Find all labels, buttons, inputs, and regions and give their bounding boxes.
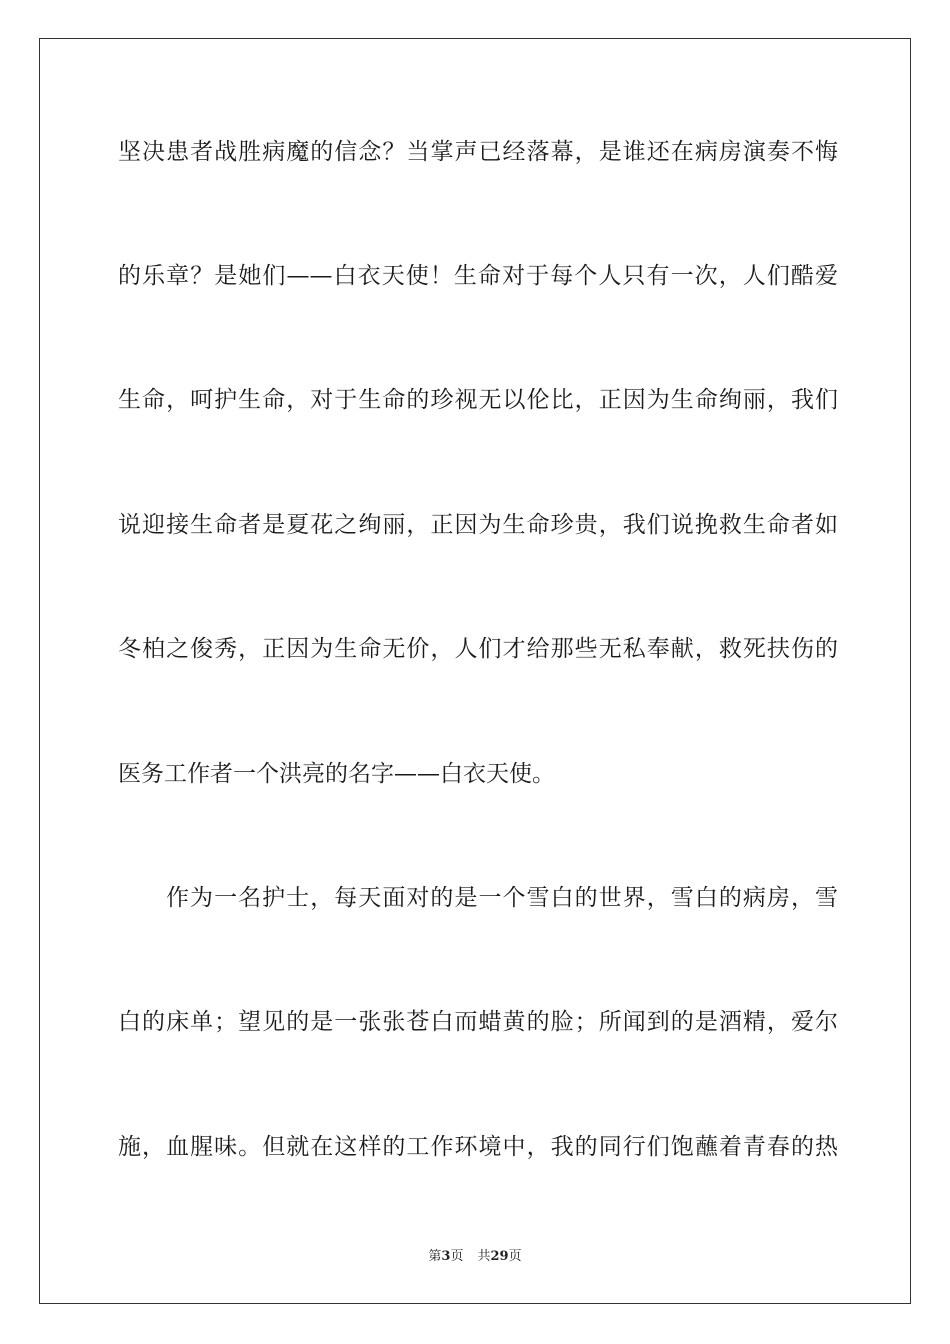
- footer-page-prefix: 第: [428, 1249, 442, 1264]
- text-line-5: 冬柏之俊秀，正因为生命无价，人们才给那些无私奉献，救死扶伤的: [118, 636, 838, 662]
- paragraph-2-line-1: 作为一名护士，每天面对的是一个雪白的世界，雪白的病房，雪: [166, 885, 838, 911]
- text-line-4: 说迎接生命者是夏花之绚丽，正因为生命珍贵，我们说挽救生命者如: [118, 512, 838, 538]
- footer-total-suffix: 页: [508, 1249, 522, 1264]
- text-line-6: 医务工作者一个洪亮的名字——白衣天使。: [118, 761, 555, 787]
- footer-page-number: 3: [441, 1249, 451, 1264]
- paragraph-2-line-3: 施，血腥味。但就在这样的工作环境中，我的同行们饱蘸着青春的热: [118, 1134, 838, 1160]
- page-border: [39, 38, 911, 1304]
- paragraph-2-line-2: 白的床单；望见的是一张张苍白而蜡黄的脸；所闻到的是酒精，爱尔: [118, 1009, 838, 1035]
- text-line-1: 坚决患者战胜病魔的信念？当掌声已经落幕，是谁还在病房演奏不悔: [118, 139, 838, 165]
- page-footer: [0, 1249, 950, 1265]
- footer-page-suffix: 页: [450, 1249, 464, 1264]
- footer-total-prefix: 共: [477, 1249, 491, 1264]
- text-line-2: 的乐章？是她们——白衣天使！生命对于每个人只有一次，人们酷爱: [118, 263, 838, 289]
- text-line-3: 生命，呵护生命，对于生命的珍视无以伦比，正因为生命绚丽，我们: [118, 387, 838, 413]
- footer-total-pages: 29: [490, 1249, 509, 1264]
